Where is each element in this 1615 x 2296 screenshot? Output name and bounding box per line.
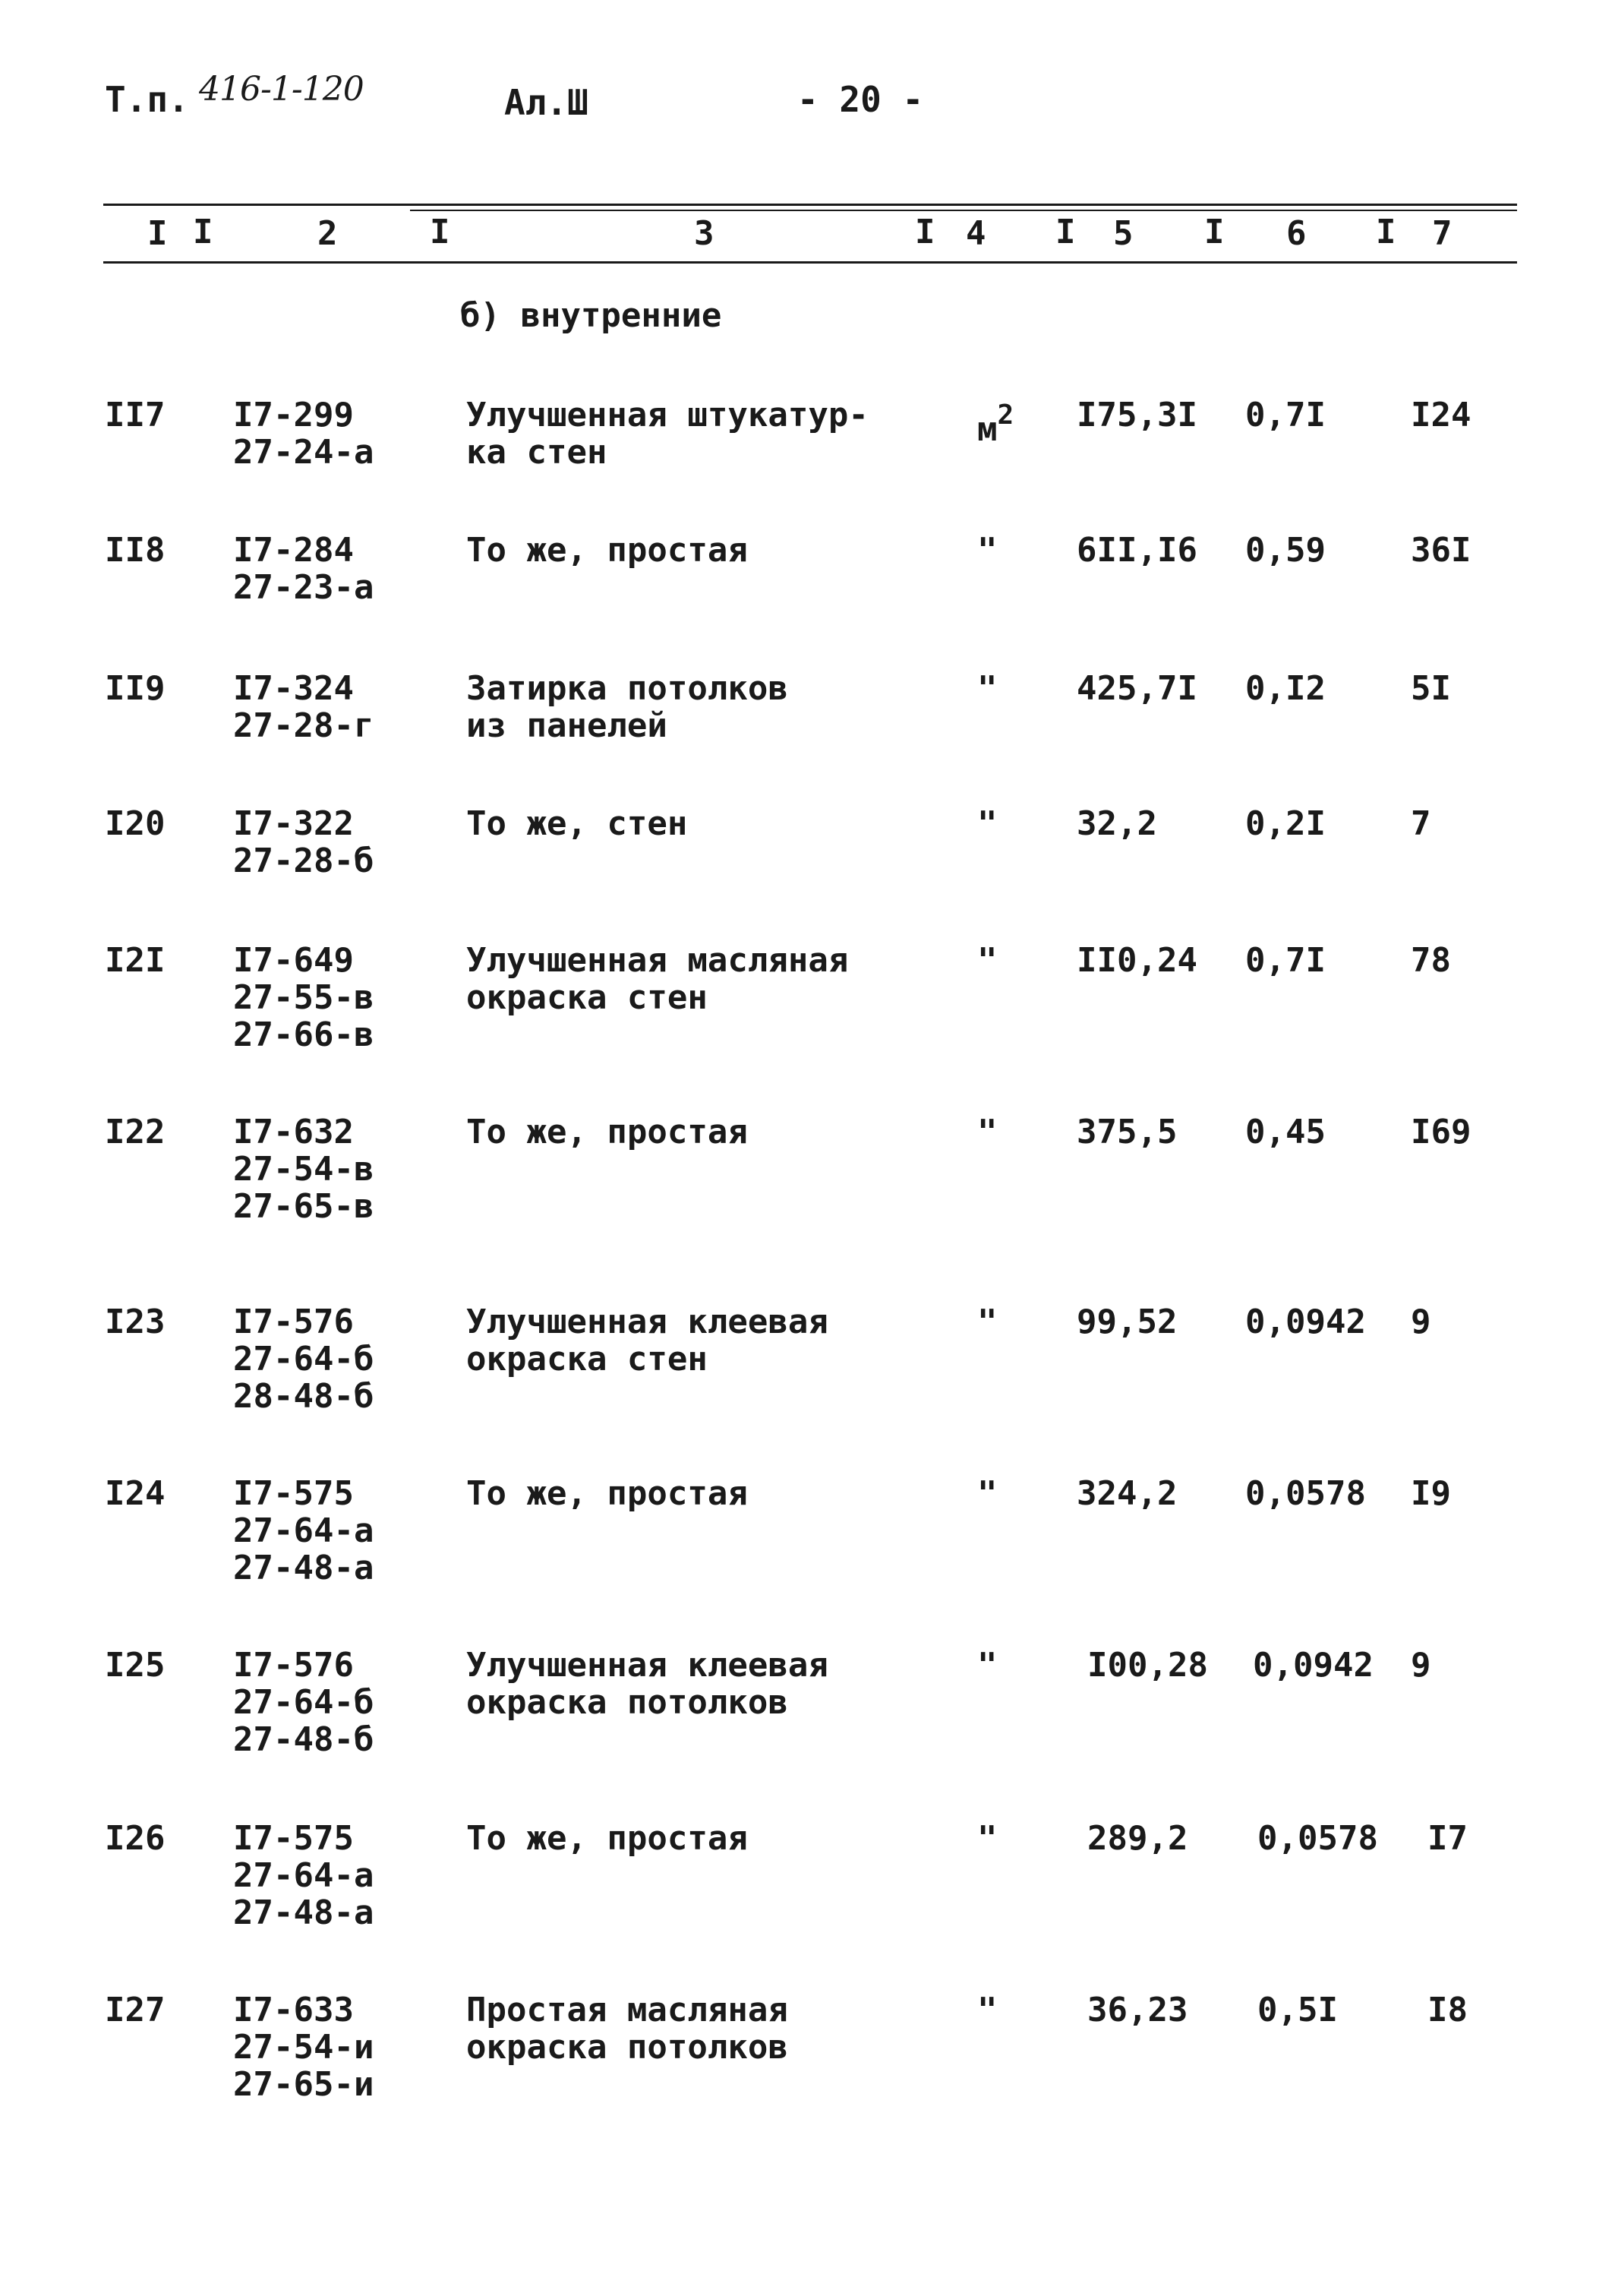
code-line: I7-284 bbox=[233, 531, 354, 570]
row-description bbox=[466, 396, 869, 471]
column-separator: I bbox=[1055, 213, 1076, 251]
row-total: 78 bbox=[1411, 941, 1451, 980]
row-quantity: 36,23 bbox=[1087, 1991, 1188, 2029]
column-header-1: I bbox=[147, 214, 168, 253]
row-quantity: II0,24 bbox=[1077, 941, 1197, 980]
row-number: I2I bbox=[105, 941, 166, 980]
table-top-rule-thin bbox=[410, 210, 1517, 211]
section-title: б) внутренние bbox=[460, 296, 722, 335]
description-line: То же, простая bbox=[466, 531, 748, 570]
row-total: 5I bbox=[1411, 669, 1451, 708]
code-line: I7-576 bbox=[233, 1303, 354, 1341]
row-unit: " bbox=[977, 941, 998, 980]
code-line: 27-66-в bbox=[233, 1015, 374, 1054]
code-line: 27-55-в bbox=[233, 978, 374, 1017]
column-separator: I bbox=[1376, 213, 1396, 251]
row-unit: " bbox=[977, 804, 998, 843]
row-codes bbox=[233, 396, 374, 471]
row-total: I24 bbox=[1411, 396, 1471, 434]
row-quantity: 6II,I6 bbox=[1077, 531, 1197, 570]
row-unit: " bbox=[977, 1646, 998, 1685]
row-quantity: 425,7I bbox=[1077, 669, 1197, 708]
code-line: 28-48-б bbox=[233, 1377, 374, 1416]
column-separator: I bbox=[430, 213, 450, 251]
row-unit: " bbox=[977, 1474, 998, 1513]
row-number: I20 bbox=[105, 804, 166, 843]
row-number: II7 bbox=[105, 396, 166, 434]
row-rate: 0,59 bbox=[1245, 531, 1326, 570]
code-line: I7-632 bbox=[233, 1113, 354, 1151]
row-rate: 0,45 bbox=[1245, 1113, 1326, 1151]
page-number: - 20 - bbox=[797, 79, 924, 120]
row-description bbox=[466, 805, 687, 842]
code-line: I7-575 bbox=[233, 1819, 354, 1858]
column-separator: I bbox=[915, 213, 935, 251]
row-description bbox=[466, 1820, 748, 1857]
code-line: 27-48-а bbox=[233, 1893, 374, 1932]
description-line: То же, простая bbox=[466, 1113, 748, 1151]
table-header-bottom-rule bbox=[103, 261, 1517, 264]
description-line: То же, стен bbox=[466, 804, 688, 843]
code-line: 27-28-б bbox=[233, 842, 374, 880]
row-quantity: I75,3I bbox=[1077, 396, 1197, 434]
row-unit: " bbox=[977, 1113, 998, 1151]
doc-prefix: Т.п. bbox=[105, 79, 189, 120]
description-line: окраска стен bbox=[466, 978, 708, 1017]
column-header-5: 5 bbox=[1113, 214, 1134, 253]
column-header-6: 6 bbox=[1286, 214, 1307, 253]
row-total: I7 bbox=[1427, 1819, 1468, 1858]
row-rate: 0,2I bbox=[1245, 804, 1326, 843]
row-total: 36I bbox=[1411, 531, 1471, 570]
row-number: I27 bbox=[105, 1991, 166, 2029]
description-line: То же, простая bbox=[466, 1474, 748, 1513]
row-rate: 0,0942 bbox=[1245, 1303, 1366, 1341]
row-number: I26 bbox=[105, 1819, 166, 1858]
row-unit: " bbox=[977, 531, 998, 570]
code-line: 27-64-а bbox=[233, 1856, 374, 1895]
code-line: I7-576 bbox=[233, 1646, 354, 1685]
code-line: I7-324 bbox=[233, 669, 354, 708]
row-number: I24 bbox=[105, 1474, 166, 1513]
column-header-7: 7 bbox=[1432, 214, 1453, 253]
row-number: II9 bbox=[105, 669, 166, 708]
code-line: 27-65-и bbox=[233, 2065, 374, 2104]
column-separator: I bbox=[193, 213, 213, 251]
row-codes bbox=[233, 1475, 374, 1587]
row-description bbox=[466, 1991, 788, 2066]
code-line: I7-649 bbox=[233, 941, 354, 980]
row-unit: " bbox=[977, 1819, 998, 1858]
row-rate: 0,0942 bbox=[1253, 1646, 1374, 1685]
code-line: 27-64-а bbox=[233, 1511, 374, 1550]
row-unit: " bbox=[977, 1303, 998, 1341]
row-rate: 0,0578 bbox=[1245, 1474, 1366, 1513]
row-total: I69 bbox=[1411, 1113, 1471, 1151]
description-line: Улучшенная масляная bbox=[466, 941, 849, 980]
description-line: ка стен bbox=[466, 433, 607, 472]
row-number: I25 bbox=[105, 1646, 166, 1685]
description-line: из панелей bbox=[466, 706, 667, 745]
row-total: I8 bbox=[1427, 1991, 1468, 2029]
description-line: окраска потолков bbox=[466, 2028, 788, 2067]
row-codes bbox=[233, 1647, 374, 1758]
row-rate: 0,I2 bbox=[1245, 669, 1326, 708]
row-codes bbox=[233, 1113, 374, 1225]
row-total: 9 bbox=[1411, 1646, 1431, 1685]
description-line: окраска стен bbox=[466, 1340, 708, 1379]
row-total: 7 bbox=[1411, 804, 1431, 843]
code-line: 27-28-г bbox=[233, 706, 374, 745]
code-line: I7-322 bbox=[233, 804, 354, 843]
row-total: 9 bbox=[1411, 1303, 1431, 1341]
row-codes bbox=[233, 942, 374, 1053]
row-codes bbox=[233, 1991, 374, 2103]
description-line: Улучшенная клеевая bbox=[466, 1646, 828, 1685]
code-line: 27-24-а bbox=[233, 433, 374, 472]
row-quantity: 289,2 bbox=[1087, 1819, 1188, 1858]
code-line: 27-54-и bbox=[233, 2028, 374, 2067]
row-quantity: 99,52 bbox=[1077, 1303, 1178, 1341]
column-separator: I bbox=[1204, 213, 1225, 251]
description-line: То же, простая bbox=[466, 1819, 748, 1858]
row-number: II8 bbox=[105, 531, 166, 570]
code-line: 27-54-в bbox=[233, 1150, 374, 1189]
row-unit: " bbox=[977, 1991, 998, 2029]
row-number: I23 bbox=[105, 1303, 166, 1341]
description-line: Улучшенная клеевая bbox=[466, 1303, 828, 1341]
description-line: Улучшенная штукатур- bbox=[466, 396, 869, 434]
code-line: 27-23-а bbox=[233, 568, 374, 607]
row-quantity: 32,2 bbox=[1077, 804, 1157, 843]
description-line: окраска потолков bbox=[466, 1683, 788, 1722]
code-line: I7-575 bbox=[233, 1474, 354, 1513]
doc-number-handwritten: 416-1-120 bbox=[199, 70, 364, 109]
unit-text: м bbox=[977, 410, 998, 449]
column-header-3: 3 bbox=[694, 214, 714, 253]
row-quantity: 324,2 bbox=[1077, 1474, 1178, 1513]
code-line: 27-65-в bbox=[233, 1187, 374, 1226]
row-rate: 0,7I bbox=[1245, 941, 1326, 980]
row-description bbox=[466, 532, 748, 569]
row-description bbox=[466, 1647, 828, 1721]
row-total: I9 bbox=[1411, 1474, 1451, 1513]
row-description bbox=[466, 942, 848, 1016]
table-top-rule bbox=[103, 204, 1517, 206]
code-line: 27-48-б bbox=[233, 1720, 374, 1759]
row-rate: 0,0578 bbox=[1257, 1819, 1378, 1858]
column-header-2: 2 bbox=[317, 214, 338, 253]
row-codes bbox=[233, 532, 374, 606]
row-description bbox=[466, 670, 788, 744]
row-rate: 0,5I bbox=[1257, 1991, 1338, 2029]
row-rate: 0,7I bbox=[1245, 396, 1326, 434]
row-description bbox=[466, 1113, 748, 1151]
code-line: 27-64-б bbox=[233, 1340, 374, 1379]
album-label: Ал.Ш bbox=[504, 82, 588, 123]
unit-superscript: 2 bbox=[997, 400, 1014, 431]
code-line: I7-633 bbox=[233, 1991, 354, 2029]
row-codes bbox=[233, 805, 374, 880]
row-codes bbox=[233, 1303, 374, 1415]
column-header-4: 4 bbox=[966, 214, 986, 253]
row-description bbox=[466, 1303, 828, 1378]
row-unit: " bbox=[977, 669, 998, 708]
description-line: Простая масляная bbox=[466, 1991, 788, 2029]
row-quantity: I00,28 bbox=[1087, 1646, 1208, 1685]
code-line: I7-299 bbox=[233, 396, 354, 434]
row-quantity: 375,5 bbox=[1077, 1113, 1178, 1151]
code-line: 27-64-б bbox=[233, 1683, 374, 1722]
code-line: 27-48-а bbox=[233, 1549, 374, 1587]
row-number: I22 bbox=[105, 1113, 166, 1151]
row-codes bbox=[233, 670, 374, 744]
description-line: Затирка потолков bbox=[466, 669, 788, 708]
row-codes bbox=[233, 1820, 374, 1931]
row-description bbox=[466, 1475, 748, 1512]
row-unit bbox=[977, 396, 1014, 448]
